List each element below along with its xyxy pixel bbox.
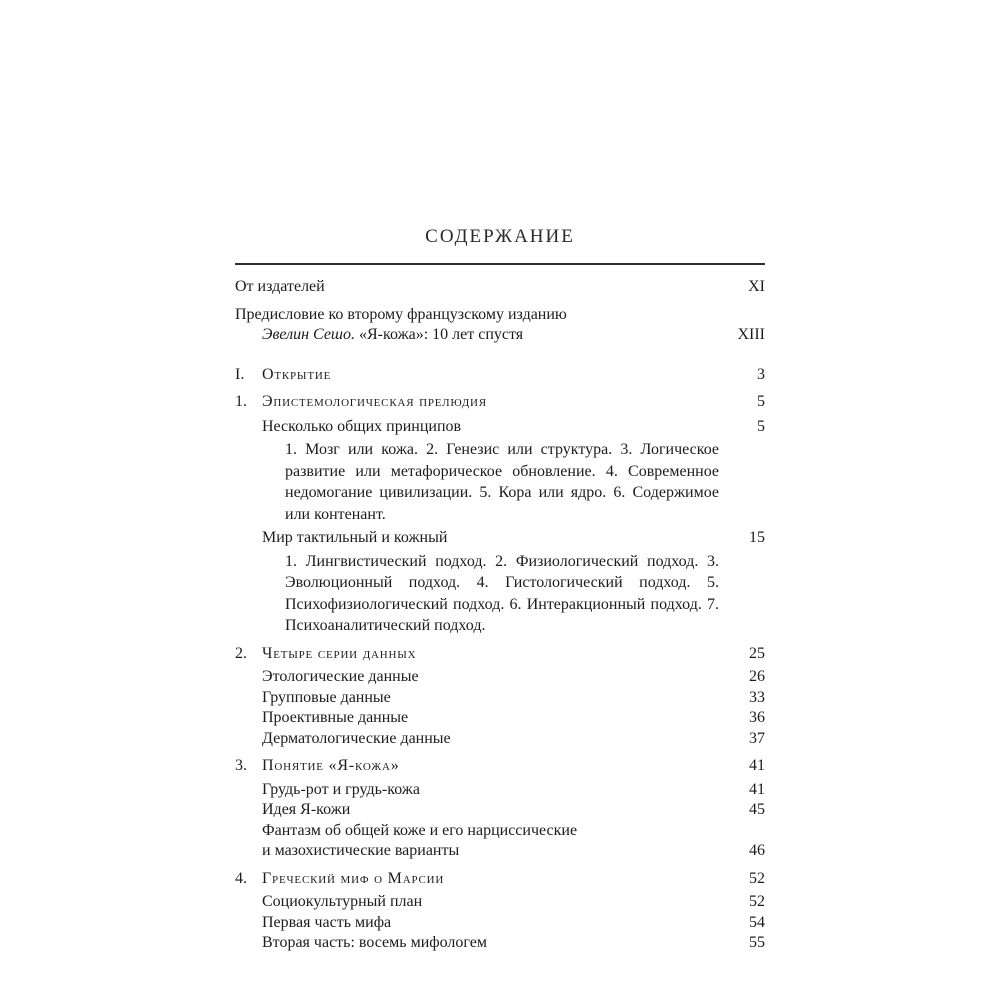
entry-page: 25 <box>749 644 765 662</box>
entry-number: 3. <box>235 757 247 774</box>
toc-entry-chapter <box>235 644 765 665</box>
entry-number: I. <box>235 365 245 383</box>
toc-entry-section-wrapped <box>235 821 765 862</box>
toc-entry-chapter <box>235 869 765 890</box>
toc-entry-section <box>235 933 765 954</box>
title-rule <box>235 263 765 265</box>
entry-page: 36 <box>749 709 765 726</box>
entry-page: 15 <box>749 529 765 546</box>
toc-entry-section <box>235 528 765 549</box>
entry-label: Групповые данные <box>262 688 391 706</box>
entry-label: Проективные данные <box>262 709 409 726</box>
entry-label: Социокультурный план <box>262 893 423 910</box>
entry-page: 46 <box>749 842 765 859</box>
section-line2 <box>235 841 765 862</box>
entry-page: 37 <box>749 729 765 747</box>
entry-page: 3 <box>757 365 765 383</box>
page-title: СОДЕРЖАНИЕ <box>425 226 575 247</box>
entry-label: От издателей <box>235 278 325 295</box>
toc-entry-preface <box>235 305 765 346</box>
preface-line2 <box>235 325 765 346</box>
entry-label: Дерматологические данные <box>262 729 451 747</box>
entry-number: 4. <box>235 869 247 887</box>
toc-entry-section <box>235 729 765 750</box>
section-line1 <box>235 821 765 842</box>
entry-label: и мазохистические варианты <box>262 842 460 859</box>
entry-label: Грудь-рот и грудь-кожа <box>262 780 420 798</box>
entry-page: 52 <box>749 869 765 887</box>
entry-page: 26 <box>749 668 765 685</box>
toc-entry-section <box>235 780 765 801</box>
entry-page: 54 <box>749 913 765 931</box>
entry-page: 5 <box>757 393 765 410</box>
entry-page: 41 <box>749 780 765 798</box>
entry-label: Предисловие ко второму французскому изданию <box>235 305 567 323</box>
entry-label: Первая часть мифа <box>262 913 392 931</box>
entry-page: 5 <box>757 417 765 435</box>
entry-label: Этологические данные <box>262 668 419 685</box>
entry-number: 2. <box>235 644 247 662</box>
entry-page: 45 <box>749 801 765 818</box>
toc-entry-section <box>235 667 765 688</box>
toc-entry-chapter <box>235 756 765 777</box>
entry-page: 33 <box>749 688 765 706</box>
entry-label: Понятие «Я-кожа» <box>262 757 400 774</box>
preface-author: Эвелин Сешо. <box>262 326 355 343</box>
entry-number: 1. <box>235 393 247 410</box>
entry-label: Фантазм об общей коже и его нарциссические <box>262 821 578 839</box>
toc-entry-section <box>235 800 765 821</box>
toc-entry-section <box>235 688 765 709</box>
entry-label: Эпистемологическая прелюдия <box>262 393 487 410</box>
entry-label <box>262 325 523 346</box>
toc-page <box>235 226 765 954</box>
entry-label: Несколько общих принципов <box>262 417 462 435</box>
toc-entry-front <box>235 277 765 298</box>
entry-label: Греческий миф о Марсии <box>262 869 445 887</box>
toc-entry-description: 1. Мозг или кожа. 2. Генезис или структура. 3. Логическое развитие или метафорическое обновление. 4. Современное недомогание цивилизации. 5. Кора или ядро. 6. Содержимое или контенант. <box>285 441 719 523</box>
toc-entry-section <box>235 417 765 438</box>
toc-entry-section <box>235 892 765 913</box>
preface-line1 <box>235 305 765 326</box>
toc-entry-section <box>235 708 765 729</box>
toc-entry-part <box>235 365 765 386</box>
entry-label: Идея Я-кожи <box>262 801 351 818</box>
entry-page: 52 <box>749 893 765 910</box>
entry-label: Открытие <box>262 365 332 383</box>
entry-label: Четыре серии данных <box>262 644 417 662</box>
entry-page: 41 <box>749 757 765 774</box>
entry-label: Мир тактильный и кожный <box>262 529 448 546</box>
toc-entry-chapter <box>235 392 765 413</box>
entry-page: XIII <box>737 326 765 343</box>
entry-label: Вторая часть: восемь мифологем <box>262 934 487 951</box>
toc-entry-description: 1. Лингвистический подход. 2. Физиологический подход. 3. Эволюционный подход. 4. Гистологический подход. 5. Психофизиологический подход. 6. Интеракционный подход. 7. Психоаналитический подход. <box>285 552 719 634</box>
toc-entry-section <box>235 913 765 934</box>
preface-subtitle: «Я-кожа»: 10 лет спустя <box>359 326 524 343</box>
entry-page: XI <box>748 278 765 295</box>
entry-page: 55 <box>749 934 765 951</box>
